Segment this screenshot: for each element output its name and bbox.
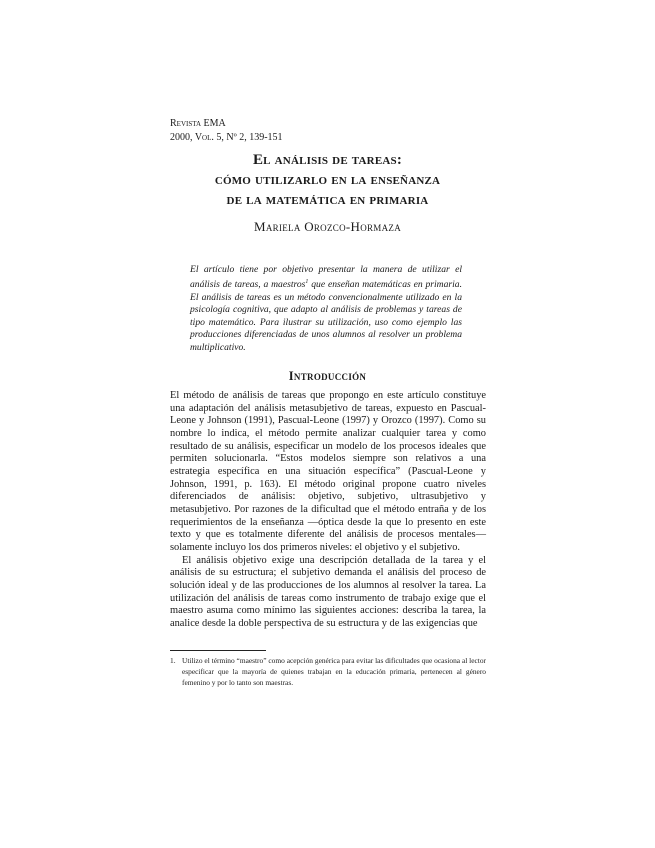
abstract (190, 264, 462, 354)
article-title (130, 150, 525, 210)
journal-issue: 2000, Vol. 5, Nº 2, 139-151 (170, 132, 283, 143)
section-heading: Introducción (288, 369, 367, 383)
author-name: Mariela Orozco-Hormaza (253, 219, 401, 234)
footnote-divider (170, 650, 266, 651)
journal-name: Revista EMA (170, 118, 226, 129)
title-line: cómo utilizarlo en la enseñanza (214, 172, 441, 188)
journal-header (170, 117, 283, 145)
paragraph: El método de análisis de tareas que propongo en este artículo constituye una adaptación del análisis metasubjetivo de tareas, expuesto en Pascual-Leone y Johnson (1991), Pascual-Leone (1997) y Orozco (1997). Como su nombre lo indica, el método permite analizar cualquier tarea y como resultado de su análisis, especificar un modelo de los procesos ideales que permiten solucionarla. “Estos modelos siempre son relativos a una estrategia específica en una situación específica” (Pascual-Leone y Johnson, 1991, p. 163). El método original propone cuatro niveles diferenciados de análisis: objetivo, subjetivo, ultrasubjetivo y metasubjetivo. Por razones de la dificultad que el método entraña y de los requerimientos de la enseñanza —óptica desde la que lo presento en este texto y que es totalmente diferente del análisis de procesos mentales— solamente incluyo los dos primeros niveles: el objetivo y el subjetivo. (170, 390, 486, 553)
abstract-text-start: El artículo tiene por objetivo presentar la manera de utilizar el análisis de tareas, a maestros (190, 264, 462, 291)
footnote-text: Utilizo el término “maestro” como acepción genérica para evitar las dificultades que ocasiona al lector especificar que la mayoría de quienes trabajan en la educación primaria, pertenecen al género femenino y por lo tanto son maestras. (182, 656, 486, 687)
footnote-number: 1. (170, 656, 176, 665)
footnote (170, 655, 486, 688)
abstract-text-end: que enseñan matemáticas en primaria. El análisis de tareas es un método convencionalmente utilizado en la psicología cognitiva, que adapto al análisis de problemas y tareas de tipo matemático. Para ilustrar su utilización, uso como ejemplo las producciones diferenciadas de unos alumnos al resolver un problema multiplicativo. (190, 279, 462, 353)
title-line: de la matemática en primaria (226, 192, 429, 208)
title-line: El análisis de tareas: (252, 152, 403, 168)
body-text (170, 390, 486, 630)
paragraph: El análisis objetivo exige una descripción detallada de la tarea y el análisis de su estructura; el subjetivo demanda el análisis del proceso de solución ideal y de las producciones de los alumnos al resolver la tarea. La utilización del análisis de tareas como instrumento de trabajo exige que el maestro asuma como mínimo las siguientes acciones: describa la tarea, la analice desde la doble perspectiva de su estructura y de las exigencias que (170, 554, 486, 629)
footnote-reference: 1 (305, 279, 309, 286)
